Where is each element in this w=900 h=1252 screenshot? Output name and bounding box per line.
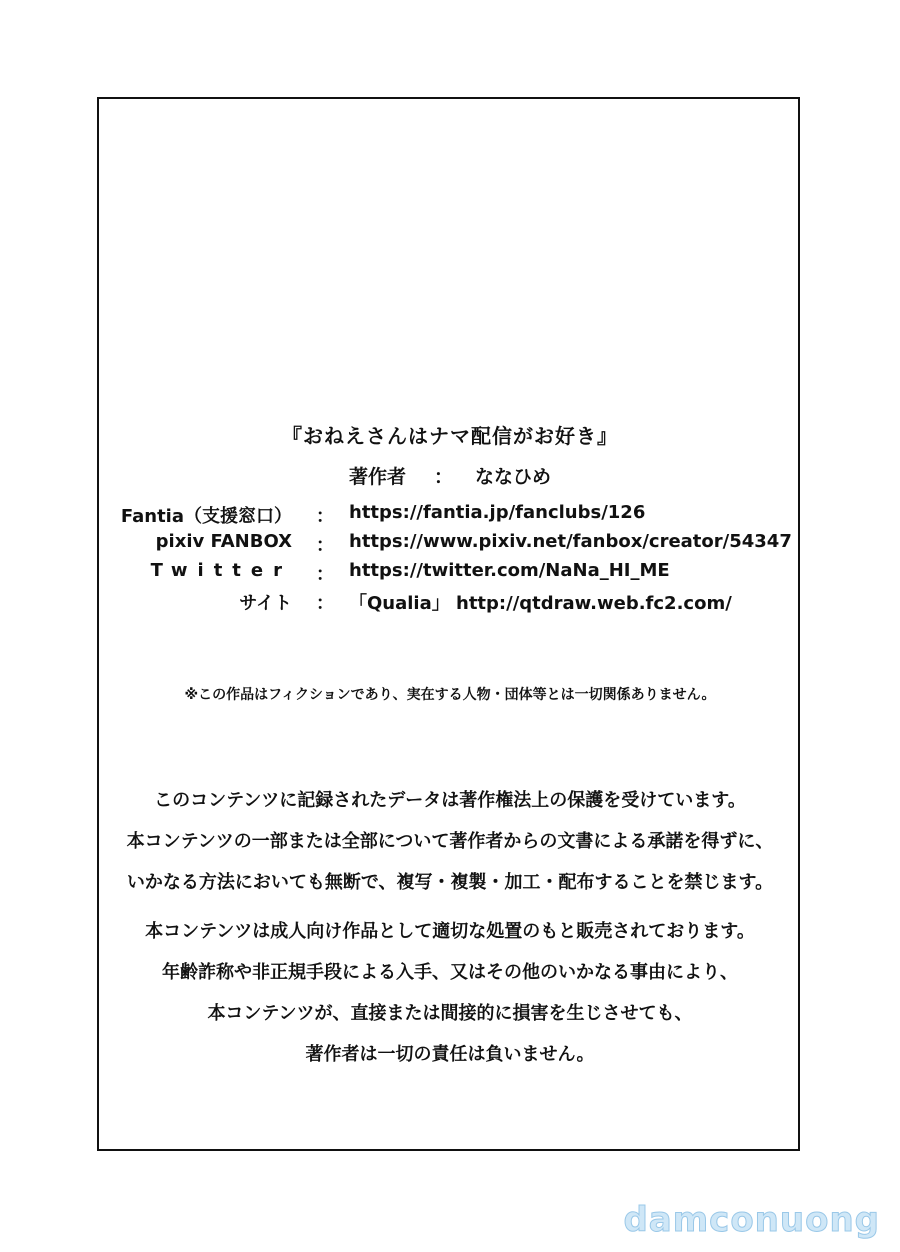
link-label-fantia: Fantia（支援窓口） [120, 506, 292, 527]
link-label-site: サイト [239, 593, 292, 614]
disclaimer-line: 本コンテンツが、直接または間接的に損害を生じさせても、 [207, 1003, 693, 1024]
link-row-fanbox [0, 531, 900, 559]
work-title: 『おねえさんはナマ配信がお好き』 [282, 424, 618, 448]
disclaimer-paragraph [0, 911, 900, 1075]
copyright-line: いかなる方法においても無断で、複写・複製・加工・配布することを禁じます。 [126, 872, 774, 893]
link-url-fantia[interactable]: https://fantia.jp/fanclubs/126 [349, 502, 646, 523]
disclaimer-line: 本コンテンツは成人向け作品として適切な処置のもと販売されております。 [145, 921, 755, 942]
copyright-paragraph [0, 780, 900, 903]
link-row-site [0, 589, 900, 617]
copyright-line: このコンテンツに記録されたデータは著作権法上の保護を受けています。 [154, 790, 746, 811]
author-colon: ： [433, 466, 453, 488]
link-colon: ： [316, 506, 334, 527]
link-colon: ： [316, 535, 334, 556]
link-url-fanbox[interactable]: https://www.pixiv.net/fanbox/creator/54347 [349, 531, 792, 552]
copyright-line: 本コンテンツの一部または全部について著作者からの文書による承諾を得ずに、 [126, 831, 774, 852]
link-url-site[interactable]: 「Qualia」 http://qtdraw.web.fc2.com/ [349, 593, 732, 614]
link-url-twitter[interactable]: https://twitter.com/NaNa_HI_ME [349, 560, 670, 581]
disclaimer-line: 著作者は一切の責任は負いません。 [305, 1044, 595, 1065]
link-label-fanbox: pixiv FANBOX [155, 531, 292, 552]
author-line [0, 462, 900, 489]
fiction-notice: ※この作品はフィクションであり、実在する人物・団体等とは一切関係ありません。 [184, 687, 716, 703]
disclaimer-line: 年齢詐称や非正規手段による入手、又はその他のいかなる事由により、 [162, 962, 738, 983]
author-name: ななひめ [475, 466, 552, 488]
author-label: 著作者 [348, 466, 406, 488]
link-row-twitter [0, 560, 900, 588]
link-label-twitter: Twitter [150, 560, 292, 581]
watermark-text: damconuong [623, 1200, 880, 1240]
link-row-fantia [0, 502, 900, 530]
link-colon: ： [316, 593, 334, 614]
link-colon: ： [316, 564, 334, 585]
